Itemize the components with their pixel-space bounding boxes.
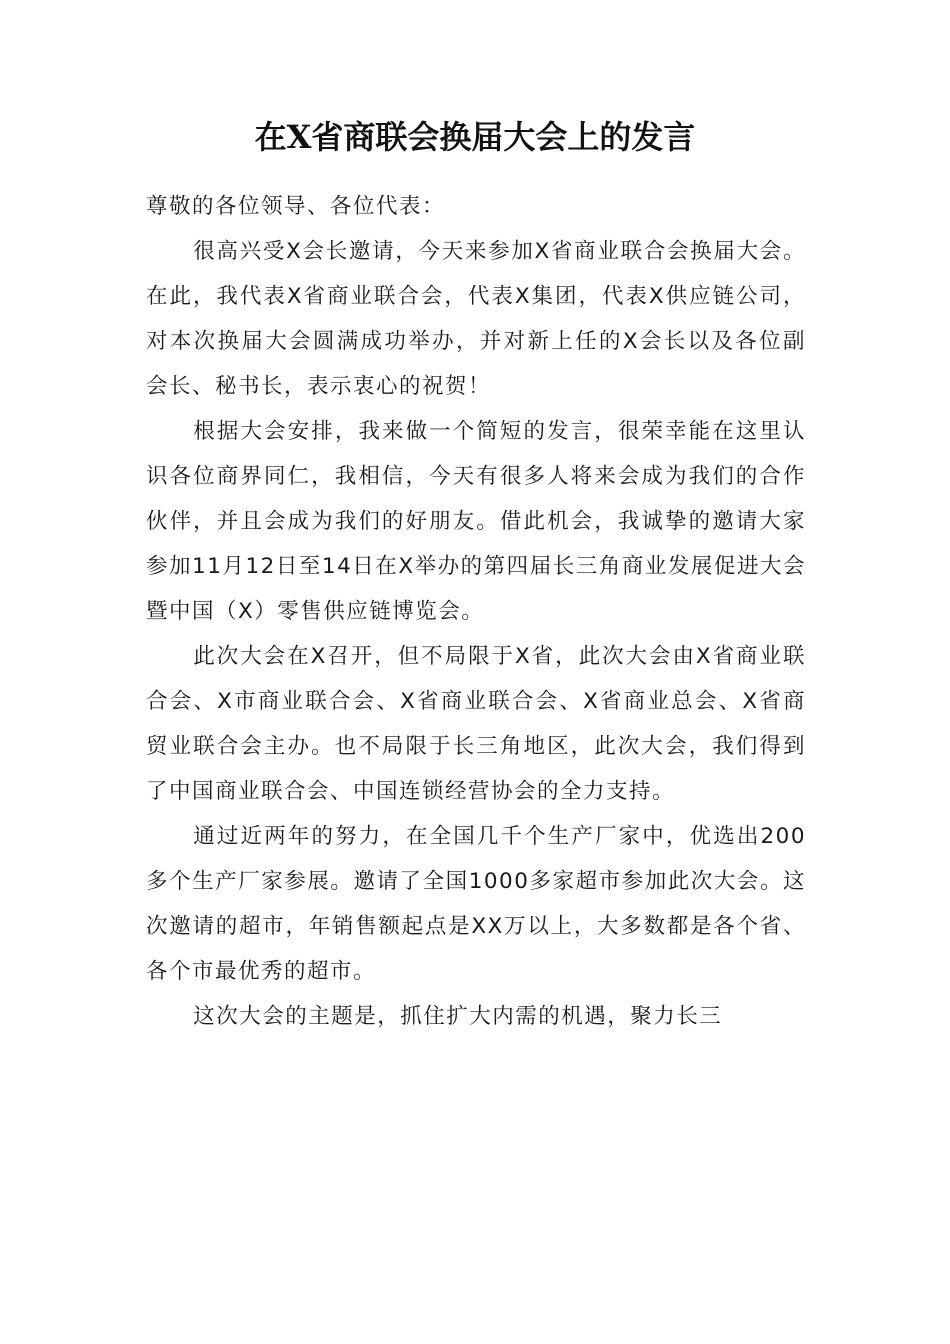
paragraph-3: 此次大会在X召开，但不局限于X省，此次大会由X省商业联合会、X市商业联合会、X省商业联合会、X省商业总会、X省商贸业联合会主办。也不局限于长三角地区，此次大会，我们得到了中国商业联合会、中国连锁经营协会的全力支持。 [146, 644, 806, 804]
salutation: 尊敬的各位领导、各位代表： [146, 194, 446, 219]
paragraph-2: 根据大会安排，我来做一个简短的发言，很荣幸能在这里认识各位商界同仁，我相信，今天有很多人将来会成为我们的合作伙伴，并且会成为我们的好朋友。借此机会，我诚挚的邀请大家参加11月12日至14日在X举办的第四届长三角商业发展促进大会暨中国（X）零售供应链博览会。 [146, 419, 806, 624]
paragraph-1: 很高兴受X会长邀请，今天来参加X省商业联合会换届大会。在此，我代表X省商业联合会，代表X集团，代表X供应链公司，对本次换届大会圆满成功举办，并对新上任的X会长以及各位副会长、秘书长，表示衷心的祝贺！ [146, 239, 806, 399]
paragraph-4: 通过近两年的努力，在全国几千个生产厂家中，优选出200多个生产厂家参展。邀请了全国1000多家超市参加此次大会。这次邀请的超市，年销售额起点是XX万以上，大多数都是各个省、各个市最优秀的超市。 [146, 824, 806, 984]
document-title: 在X省商联会换届大会上的发言 [254, 118, 696, 156]
paragraph-5: 这次大会的主题是，抓住扩大内需的机遇，聚力长三 [193, 1004, 723, 1029]
document-body [146, 184, 806, 1039]
